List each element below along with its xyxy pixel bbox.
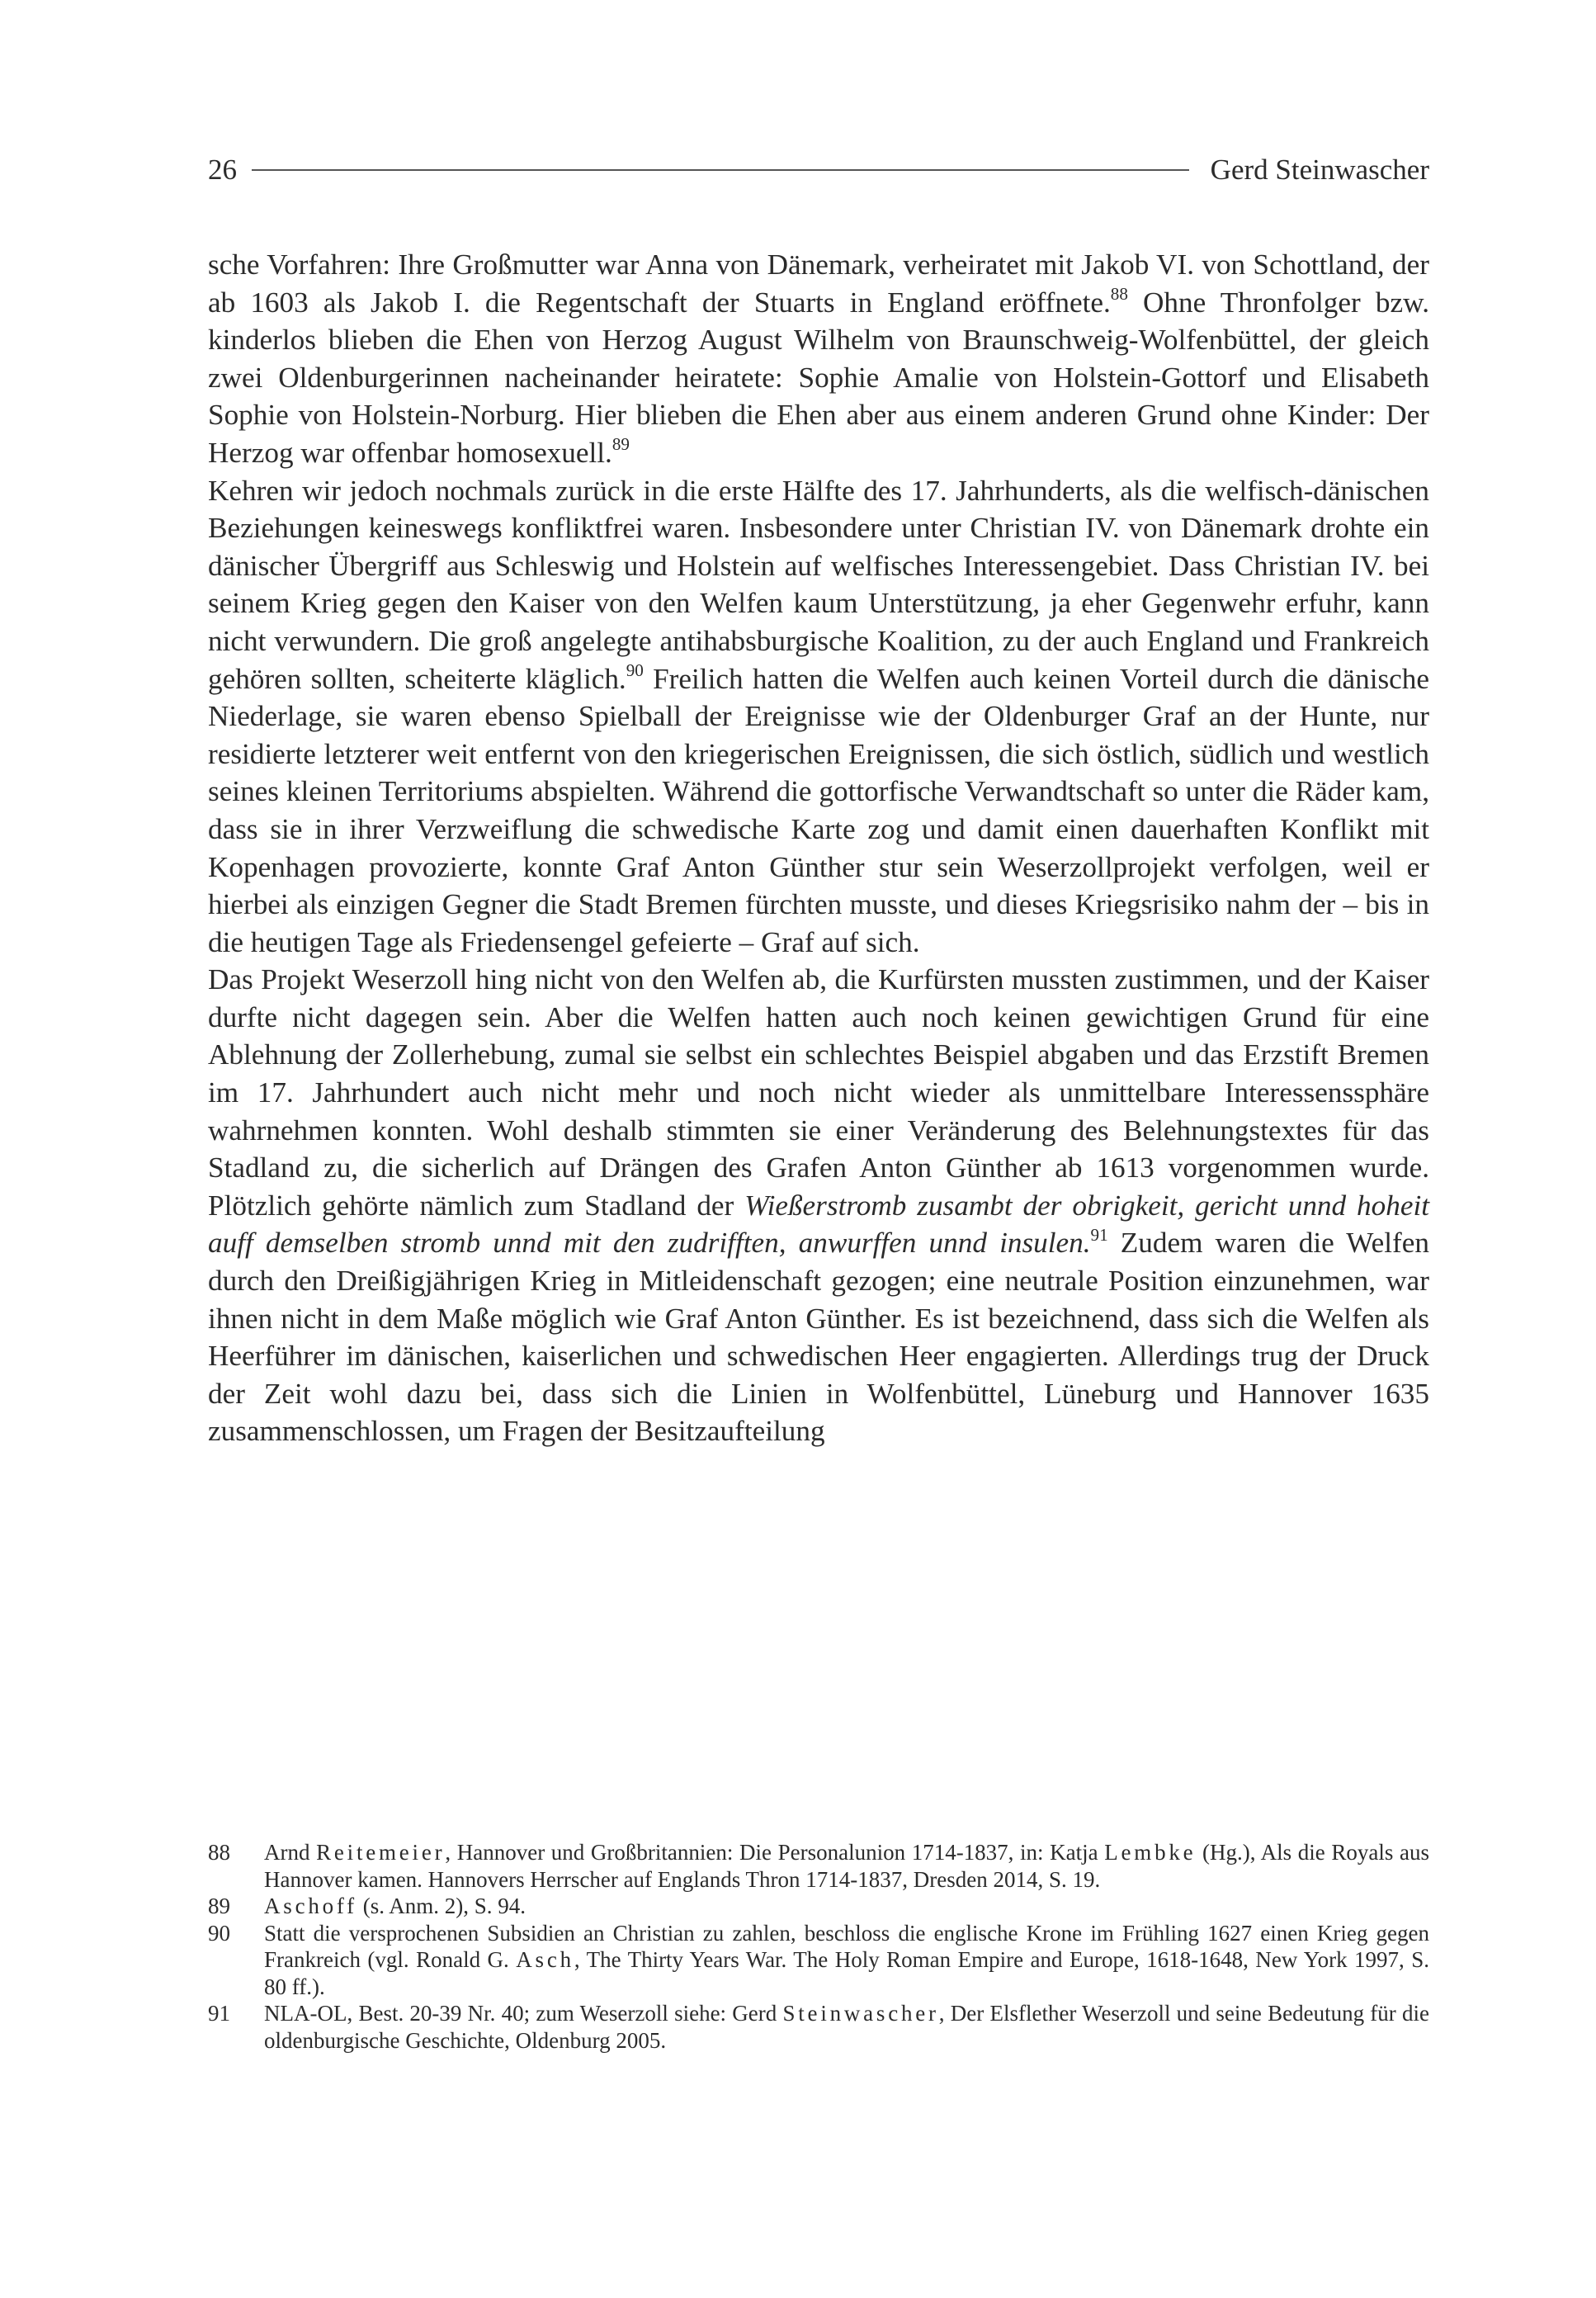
text-run: Freilich hatten die Welfen auch keinen Vorteil durch die dänische Niederlage, sie waren ebenso Spielball der Ereignisse wie der Oldenburger Graf an der Hunte, nur residierte letzterer weit entfernt von den kriegerischen Ereignissen, die sich östlich, südlich und westlich seines kleinen Territoriums abspielten. Während die gottorfische Verwandtschaft so unter die Räder kam, dass sie in ihrer Verzweiflung die schwedische Karte zog und damit einen dauerhaften Konflikt mit Kopenhagen provozierte, konnte Graf Anton Günther stur sein Weserzollprojekt verfolgen, weil er hierbei als einzigen Gegner die Stadt Bremen fürchten musste, und dieses Kriegsrisiko nahm der – bis in die heutigen Tage als Friedensengel gefeierte – Graf auf sich.	[208, 662, 1429, 958]
paragraph-1	[208, 246, 1429, 472]
paragraph-3	[208, 961, 1429, 1450]
running-head: Gerd Steinwascher	[1210, 154, 1429, 186]
footnotes	[208, 1839, 1429, 2054]
footnote-ref-89: 89	[611, 434, 630, 455]
footnote-number: 90	[208, 1920, 230, 1946]
footnote-91	[208, 2000, 1429, 2054]
footnote-ref-88: 88	[1110, 283, 1128, 304]
text-run: Kehren wir jedoch nochmals zurück in die erste Hälfte des 17. Jahrhunderts, als die welfisch-dänischen Beziehungen keineswegs konfliktfrei waren. Insbesondere unter Christian IV. von Dänemark drohte ein dänischer Übergriff aus Schleswig und Holstein auf welfisches Interessengebiet. Dass Christian IV. bei seinem Krieg gegen den Kaiser von den Welfen kaum Unterstützung, ja eher Gegenwehr erfuhr, kann nicht verwundern. Die groß angelegte antihabsburgische Koalition, zu der auch England und Frankreich gehören sollten, scheiterte kläglich.	[208, 474, 1429, 695]
footnote-text	[264, 2000, 1429, 2054]
footnote-text	[264, 1839, 1429, 1893]
text-run: NLA-OL, Best. 20-39 Nr. 40; zum Weserzoll siehe: Gerd	[264, 2001, 783, 2026]
author-name: Steinwascher	[782, 2001, 939, 2026]
footnote-number: 88	[208, 1840, 230, 1865]
page-number: 26	[208, 154, 237, 186]
author-name: Lembke	[1104, 1840, 1197, 1865]
footnote-90	[208, 1920, 1429, 2001]
text-run: , Der Elsflether Weserzoll und seine Bedeutung für die oldenburgische Geschichte, Oldenburg 2005.	[264, 2001, 1429, 2053]
quotation-italic: Wießerstromb zusambt der obrigkeit, gericht unnd hoheit auff demselben stromb unnd mit den zudrifften, anwurffen unnd insulen.	[208, 1189, 1430, 1260]
text-run: (s. Anm. 2), S. 94.	[357, 1894, 526, 1918]
footnote-88	[208, 1839, 1429, 1893]
text-run: Zudem waren die Welfen durch den Dreißigjährigen Krieg in Mitleidenschaft gezogen; eine neutrale Position einzunehmen, war ihnen nicht in dem Maße möglich wie Graf Anton Günther. Es ist bezeichnend, dass sich die Welfen als Heerführer im dänischen, kaiserlichen und schwedischen Heer engagierten. Allerdings trug der Druck der Zeit wohl dazu bei, dass sich die Linien in Wolfenbüttel, Lüneburg und Hannover 1635 zusammenschlossen, um Fragen der Besitzaufteilung	[208, 1227, 1429, 1448]
text-run: (Hg.), Als die Royals aus Hannover kamen. Hannovers Herrscher auf Englands Thron 1714-1837, Dresden 2014, S. 19.	[264, 1840, 1429, 1892]
author-name: Asch	[516, 1947, 574, 1972]
footnote-text	[264, 1893, 1429, 1920]
footnote-text	[264, 1920, 1429, 2001]
text-run: Ohne Thronfolger bzw. kinderlos blieben die Ehen von Herzog August Wilhelm von Braunschweig-Wolfenbüttel, der gleich zwei Oldenburgerinnen nacheinander heiratete: Sophie Amalie von Holstein-Gottorf und Elisabeth Sophie von Holstein-Norburg. Hier blieben die Ehen aber aus einem anderen Grund ohne Kinder: Der Herzog war offenbar homosexuell.	[208, 286, 1429, 469]
text-run: sche Vorfahren: Ihre Großmutter war Anna von Dänemark, verheiratet mit Jakob VI. von Schottland, der ab 1603 als Jakob I. die Regentschaft der Stuarts in England eröffnete.	[208, 248, 1429, 319]
author-name: Aschoff	[264, 1894, 357, 1918]
body-text	[208, 246, 1429, 1450]
header-rule	[252, 169, 1189, 171]
footnote-ref-90: 90	[626, 660, 644, 680]
author-name: Reitemeier	[316, 1840, 446, 1865]
footnote-89	[208, 1893, 1429, 1920]
paragraph-2	[208, 472, 1429, 962]
footnote-number: 89	[208, 1894, 230, 1918]
text-run: Das Projekt Weserzoll hing nicht von den Welfen ab, die Kurfürsten mussten zustimmen, und der Kaiser durfte nicht dagegen sein. Aber die Welfen hatten auch noch keinen gewichtigen Grund für eine Ablehnung der Zollerhebung, zumal sie selbst ein schlechtes Beispiel abgaben und das Erzstift Bremen im 17. Jahrhundert auch nicht mehr und noch nicht wieder als unmittelbare Interessenssphäre wahrnehmen konnten. Wohl deshalb stimmten sie einer Veränderung des Belehnungstextes für das Stadland zu, die sicherlich auf Drängen des Grafen Anton Günther ab 1613 vorgenommen wurde. Plötzlich gehörte nämlich zum Stadland der	[208, 963, 1429, 1222]
text-run: Statt die versprochenen Subsidien an Christian zu zahlen, beschloss die englische Krone im Frühling 1627 einen Krieg gegen Frankreich (vgl. Ronald G.	[264, 1920, 1429, 1972]
text-run: Arnd	[264, 1840, 317, 1865]
text-run: , Hannover und Großbritannien: Die Personalunion 1714-1837, in: Katja	[445, 1840, 1105, 1865]
page-header	[208, 145, 1429, 195]
footnote-number: 91	[208, 2001, 230, 2026]
text-run: , The Thirty Years War. The Holy Roman Empire and Europe, 1618-1648, New York 1997, S. 80 ff.).	[264, 1947, 1430, 1999]
footnote-ref-91: 91	[1090, 1224, 1108, 1245]
